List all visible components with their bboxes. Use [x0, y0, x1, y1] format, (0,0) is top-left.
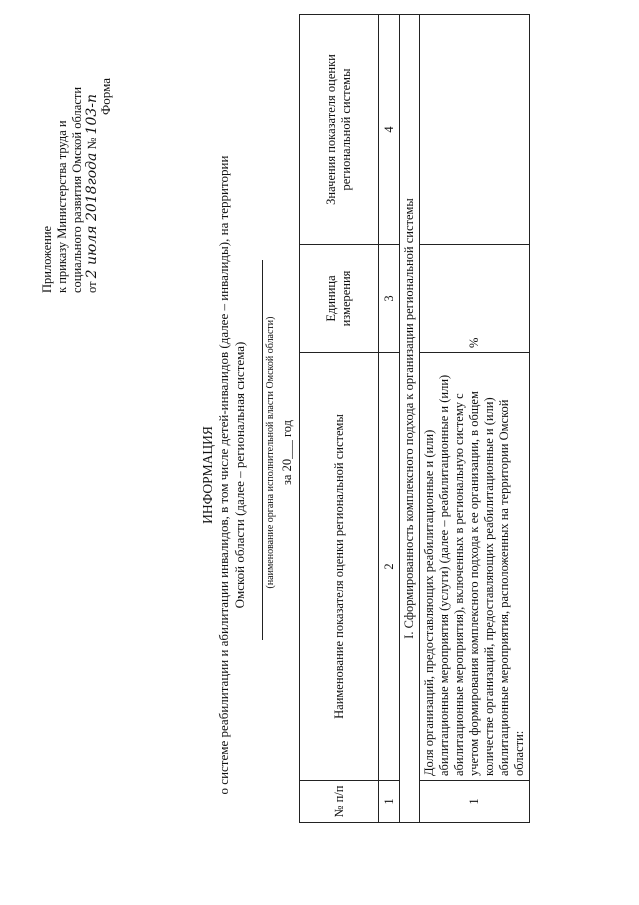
table-row	[420, 15, 530, 823]
organization-blank-line	[262, 260, 263, 640]
appendix-date-line	[85, 23, 100, 293]
appendix-line-2: к приказу Министерства труда и	[55, 120, 69, 293]
header-indicator-name: Наименование показателя оценки региональной системы	[300, 353, 379, 781]
appendix-block	[40, 23, 100, 293]
column-number-row	[379, 15, 400, 823]
number-label: №	[85, 137, 99, 150]
handwritten-number: 103-п	[84, 93, 100, 135]
document-title: ИНФОРМАЦИЯ	[200, 426, 215, 524]
column-number: 1	[379, 781, 400, 823]
column-number: 2	[379, 353, 400, 781]
row-value	[420, 15, 530, 245]
header-unit: Единица измерения	[300, 245, 379, 353]
table-header-row	[300, 15, 379, 823]
column-number: 3	[379, 245, 400, 353]
section-row	[400, 15, 420, 823]
appendix-line-1: Приложение	[40, 225, 54, 293]
section-title: I. Сформированность комплексного подхода к организации региональной системы	[400, 15, 420, 823]
indicators-table	[299, 14, 530, 823]
column-number: 4	[379, 15, 400, 245]
document-description: о системе реабилитации и абилитации инвалидов, в том числе детей-инвалидов (далее – инвалиды), на территории	[216, 155, 231, 795]
date-prefix: от	[85, 281, 99, 293]
appendix-line-3: социального развития Омской области	[70, 86, 84, 293]
report-year: за 20___ год	[280, 419, 294, 486]
row-number: 1	[420, 781, 530, 823]
row-unit: %	[420, 245, 530, 353]
document-description-2: Омской области (далее – региональная система)	[232, 341, 247, 609]
organization-hint: (наименование органа исполнительной власти Омской области)	[265, 316, 276, 589]
row-indicator-name: Доля организаций, предоставляющих реабилитационные и (или) абилитационные мероприятия (услуги) (далее – реабилитационные и (или) абилитационные мероприятия), включенных в региональную систему с учетом формирования комплексного подхода к ее организации, в общем количестве организаций, предоставляющих реабилитационные и (или) абилитационные мероприятия, расположенных на территории Омской области:	[420, 353, 530, 781]
handwritten-date: 2 июля 2018года	[84, 152, 100, 279]
header-number: № п/п	[300, 781, 379, 823]
form-label: Форма	[98, 78, 113, 115]
header-value: Значения показателя оценки региональной системы	[300, 15, 379, 245]
